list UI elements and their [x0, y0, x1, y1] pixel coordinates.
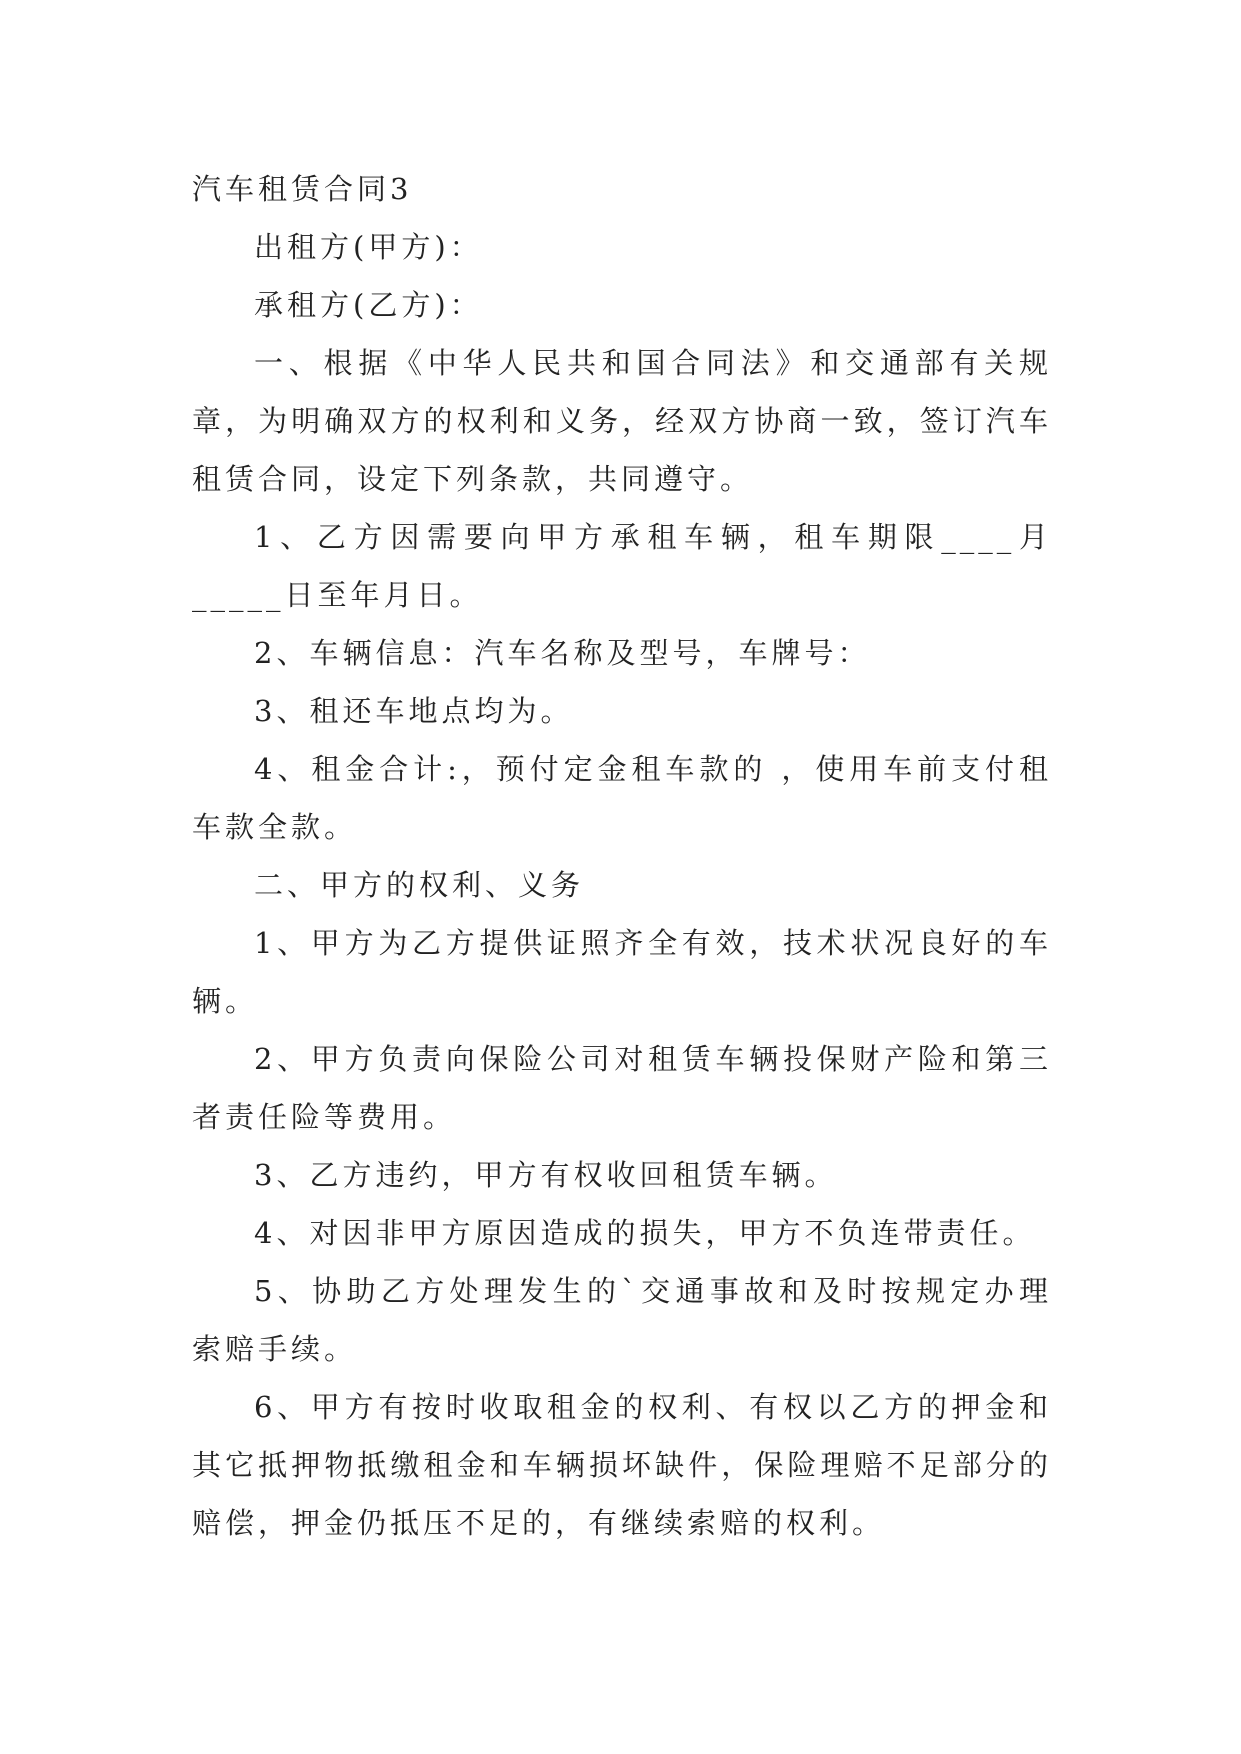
paragraph-clause-2-4: 4、对因非甲方原因造成的损失，甲方不负连带责任。: [254, 1216, 1036, 1250]
document-body: [192, 160, 1052, 1552]
paragraph-clause-1-4: 4、租金合计:，预付定金租车款的 ，使用车前支付租车款全款。: [192, 752, 1052, 844]
paragraph-clause-2-1: 1、甲方为乙方提供证照齐全有效，技术状况良好的车辆。: [192, 926, 1052, 1018]
paragraph-clause-2-5: 5、协助乙方处理发生的`交通事故和及时按规定办理索赔手续。: [192, 1274, 1052, 1366]
paragraph-lessee: 承租方(乙方)：: [254, 288, 483, 322]
paragraph-lessor: 出租方(甲方)：: [254, 230, 483, 264]
paragraph-clause-1-1: 1、乙方因需要向甲方承租车辆，租车期限____月_____日至年月日。: [192, 520, 1052, 612]
paragraph-clause-2-3: 3、乙方违约，甲方有权收回租赁车辆。: [254, 1158, 838, 1192]
paragraph-clause-1-2: 2、车辆信息：汽车名称及型号，车牌号：: [254, 636, 871, 670]
document-title: 汽车租赁合同3: [192, 172, 413, 206]
paragraph-section-one: 一、根据《中华人民共和国合同法》和交通部有关规章，为明确双方的权利和义务，经双方协商一致，签订汽车租赁合同，设定下列条款，共同遵守。: [192, 346, 1052, 496]
paragraph-clause-2-2: 2、甲方负责向保险公司对租赁车辆投保财产险和第三者责任险等费用。: [192, 1042, 1052, 1134]
paragraph-section-two: 二、甲方的权利、义务: [254, 868, 585, 902]
paragraph-clause-2-6: 6、甲方有按时收取租金的权利、有权以乙方的押金和其它抵押物抵缴租金和车辆损坏缺件，保险理赔不足部分的赔偿，押金仍抵压不足的，有继续索赔的权利。: [192, 1390, 1052, 1540]
paragraph-clause-1-3: 3、租还车地点均为。: [254, 694, 574, 728]
